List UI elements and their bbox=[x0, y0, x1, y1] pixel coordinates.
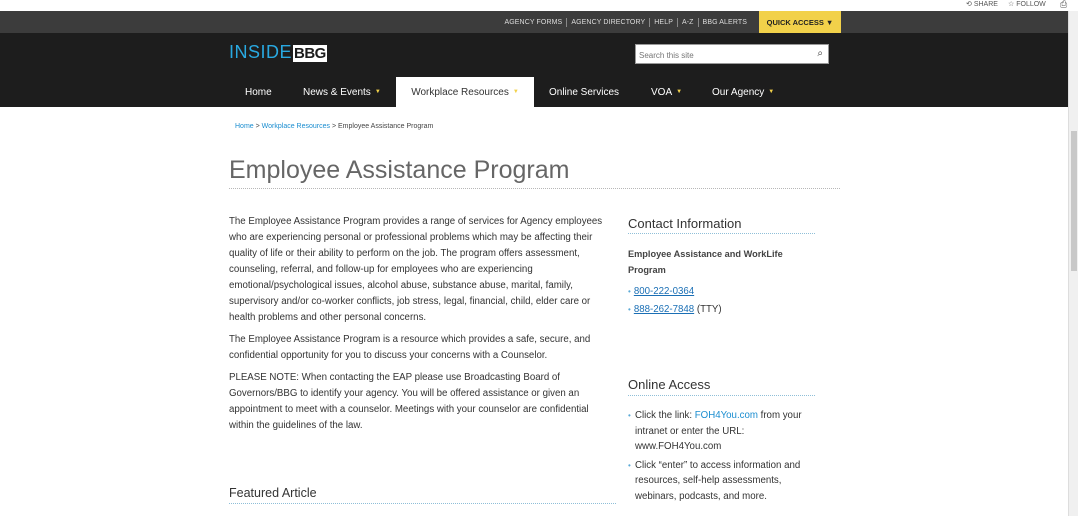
search-box bbox=[635, 44, 829, 64]
nav-workplace-label: Workplace Resources bbox=[411, 86, 509, 98]
breadcrumb-workplace[interactable]: Workplace Resources bbox=[261, 123, 331, 130]
phone-item bbox=[628, 304, 722, 315]
bbg-alerts-link[interactable]: BBG ALERTS bbox=[702, 18, 747, 26]
scrollbar-thumb[interactable] bbox=[1071, 131, 1077, 271]
breadcrumb-home[interactable]: Home bbox=[235, 123, 254, 130]
bullet-icon: • bbox=[628, 411, 631, 420]
nav-home-label: Home bbox=[245, 86, 272, 98]
nav-online-services[interactable] bbox=[549, 77, 619, 107]
contact-heading: Contact Information bbox=[628, 216, 742, 231]
bullet-icon: • bbox=[628, 305, 631, 314]
nav-news-label: News & Events bbox=[303, 86, 371, 98]
nav-voa-label: VOA bbox=[651, 86, 673, 98]
utility-bar bbox=[0, 11, 1068, 33]
nav-agency-label: Our Agency bbox=[712, 86, 765, 98]
browser-toolbar bbox=[0, 0, 1078, 11]
phone-item bbox=[628, 286, 694, 297]
a-z-link[interactable]: A-Z bbox=[681, 18, 694, 26]
list-item bbox=[628, 408, 818, 455]
nav-online-label: Online Services bbox=[549, 86, 620, 98]
bullet-icon: • bbox=[628, 460, 631, 470]
bullet-icon: • bbox=[628, 287, 631, 296]
article-body bbox=[229, 214, 607, 440]
share-button[interactable] bbox=[966, 0, 998, 8]
divider bbox=[229, 188, 840, 189]
page-title: Employee Assistance Program bbox=[229, 156, 570, 184]
list-text: from your intranet or enter the URL: www.FOH4You.com bbox=[635, 410, 802, 452]
main-nav bbox=[0, 77, 1068, 107]
help-link[interactable]: HELP bbox=[654, 18, 673, 26]
tty-phone-link[interactable]: 888-262-7848 bbox=[633, 304, 695, 315]
nav-home[interactable] bbox=[245, 77, 272, 107]
tty-label: (TTY) bbox=[694, 304, 722, 315]
logo-mark: BBG bbox=[294, 45, 326, 62]
online-access-list bbox=[628, 408, 818, 507]
foh4you-link[interactable]: FOH4You.com bbox=[694, 410, 758, 421]
featured-article-heading: Featured Article bbox=[229, 486, 317, 500]
agency-directory-link[interactable]: AGENCY DIRECTORY bbox=[571, 18, 646, 26]
paragraph-intro: The Employee Assistance Program provides a range of services for Agency employees who are experiencing personal or professional problems which may be affecting their quality of life or their ability to perform on the job. The program offers assessment, counseling, referral, and follow-up for employees who are experiencing emotional/psychological issues, alcohol abuse, substance abuse, marital, family, supervisory and/or co-worker conflicts, job stress, legal, financial, child, elder care or health problems and other personal concerns. bbox=[229, 216, 603, 323]
star-icon: ☆ bbox=[1008, 1, 1015, 8]
divider bbox=[628, 395, 815, 396]
paragraph-note: PLEASE NOTE: When contacting the EAP please use Broadcasting Board of Governors/BBG to identify your agency. You will be offered assistance or given an appointment to meet with a counselor. Meetings with your counselor are confidential within the guidelines of the law. bbox=[229, 372, 589, 431]
print-icon[interactable]: ⎙ bbox=[1060, 0, 1068, 9]
divider bbox=[628, 233, 815, 234]
site-logo[interactable] bbox=[229, 42, 327, 63]
quick-access-button[interactable]: QUICK ACCESS ▼ bbox=[759, 11, 841, 33]
breadcrumb-sep: > bbox=[330, 123, 338, 130]
search-icon[interactable]: ⌕ bbox=[817, 48, 823, 59]
phone-link[interactable]: 800-222-0364 bbox=[633, 286, 695, 297]
nav-news-events[interactable] bbox=[303, 77, 381, 107]
scrollbar[interactable] bbox=[1068, 11, 1078, 516]
list-text: Click “enter” to access information and resources, self-help assessments, webinars, podcasts, and more. bbox=[635, 459, 801, 502]
chevron-down-icon: ▼ bbox=[768, 89, 775, 95]
share-label: SHARE bbox=[973, 1, 998, 8]
chevron-down-icon: ▼ bbox=[512, 89, 519, 95]
nav-our-agency[interactable] bbox=[712, 77, 774, 107]
nav-workplace-resources[interactable] bbox=[396, 77, 534, 107]
site-header bbox=[0, 33, 1068, 77]
online-access-heading: Online Access bbox=[628, 377, 711, 392]
logo-text: INSIDE bbox=[229, 42, 293, 62]
contact-program-name: Employee Assistance and WorkLife Program bbox=[628, 249, 783, 275]
list-text: Click the link: bbox=[635, 410, 695, 421]
paragraph-resource: The Employee Assistance Program is a resource which provides a safe, secure, and confidential opportunity for you to discuss your concerns with a Counselor. bbox=[229, 334, 591, 361]
breadcrumb-sep: > bbox=[253, 123, 262, 130]
breadcrumb-current: Employee Assistance Program bbox=[338, 123, 434, 130]
follow-button[interactable] bbox=[1008, 0, 1046, 8]
nav-voa[interactable] bbox=[651, 77, 682, 107]
divider bbox=[229, 503, 616, 504]
follow-label: FOLLOW bbox=[1016, 1, 1046, 8]
chevron-down-icon: ▼ bbox=[374, 89, 381, 95]
search-input[interactable] bbox=[636, 47, 806, 65]
share-icon: ⟲ bbox=[966, 1, 972, 8]
agency-forms-link[interactable]: AGENCY FORMS bbox=[504, 18, 563, 26]
breadcrumb bbox=[235, 123, 433, 130]
chevron-down-icon: ▼ bbox=[676, 89, 683, 95]
utility-links bbox=[500, 11, 751, 33]
list-item bbox=[628, 458, 818, 505]
